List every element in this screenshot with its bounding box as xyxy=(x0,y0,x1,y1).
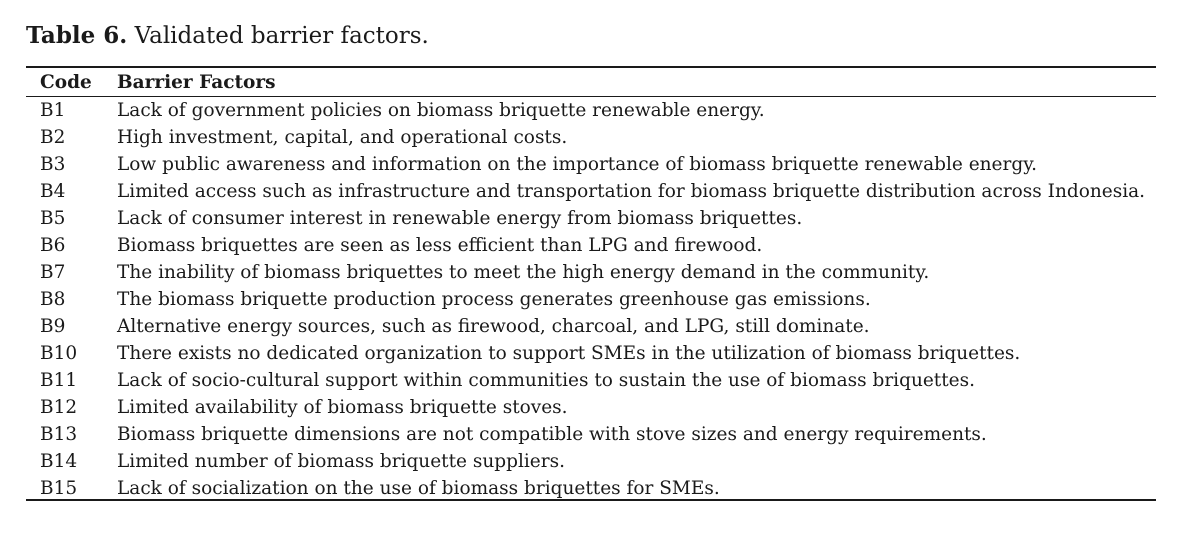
row-factor: Low public awareness and information on the importance of biomass briquette renewable energy. xyxy=(117,154,1038,175)
table-row xyxy=(0,151,1183,178)
table-row xyxy=(0,367,1183,394)
row-factor: Limited number of biomass briquette suppliers. xyxy=(117,451,565,472)
table-row xyxy=(0,205,1183,232)
table-row xyxy=(0,232,1183,259)
table-caption xyxy=(26,20,429,52)
row-code: B1 xyxy=(40,100,66,121)
row-factor: Biomass briquette dimensions are not compatible with stove sizes and energy requirements. xyxy=(117,424,987,445)
row-factor: Lack of government policies on biomass briquette renewable energy. xyxy=(117,100,765,121)
row-factor: Limited availability of biomass briquette stoves. xyxy=(117,397,568,418)
table-row xyxy=(0,394,1183,421)
table-row xyxy=(0,448,1183,475)
table-row xyxy=(0,178,1183,205)
row-code: B15 xyxy=(40,478,78,499)
table-row xyxy=(0,475,1183,502)
row-factor: The biomass briquette production process generates greenhouse gas emissions. xyxy=(117,289,871,310)
row-factor: Alternative energy sources, such as firewood, charcoal, and LPG, still dominate. xyxy=(117,316,870,337)
row-code: B5 xyxy=(40,208,66,229)
row-factor: Limited access such as infrastructure and transportation for biomass briquette distribution across Indonesia. xyxy=(117,181,1146,202)
table-row xyxy=(0,286,1183,313)
row-code: B14 xyxy=(40,451,78,472)
row-code: B9 xyxy=(40,316,66,337)
row-factor: There exists no dedicated organization to support SMEs in the utilization of biomass briquettes. xyxy=(117,343,1021,364)
table-row xyxy=(0,313,1183,340)
row-factor: The inability of biomass briquettes to meet the high energy demand in the community. xyxy=(117,262,930,283)
row-code: B13 xyxy=(40,424,78,445)
row-code: B12 xyxy=(40,397,78,418)
row-code: B11 xyxy=(40,370,78,391)
row-code: B3 xyxy=(40,154,66,175)
table-bottom-rule xyxy=(26,499,1156,501)
table-header-row xyxy=(0,69,1183,96)
row-factor: Lack of socio-cultural support within communities to sustain the use of biomass briquettes. xyxy=(117,370,976,391)
row-code: B6 xyxy=(40,235,66,256)
row-factor: Lack of consumer interest in renewable energy from biomass briquettes. xyxy=(117,208,803,229)
table-row xyxy=(0,421,1183,448)
header-barrier-factors: Barrier Factors xyxy=(117,72,276,93)
table-top-rule xyxy=(26,66,1156,68)
table-row xyxy=(0,340,1183,367)
row-code: B8 xyxy=(40,289,66,310)
row-code: B7 xyxy=(40,262,66,283)
row-factor: High investment, capital, and operational costs. xyxy=(117,127,568,148)
header-code: Code xyxy=(40,72,92,93)
table-caption-label: Table 6. xyxy=(26,22,128,49)
table-row xyxy=(0,97,1183,124)
table-body xyxy=(0,97,1183,502)
row-factor: Biomass briquettes are seen as less efficient than LPG and firewood. xyxy=(117,235,763,256)
row-code: B4 xyxy=(40,181,66,202)
row-code: B2 xyxy=(40,127,66,148)
row-code: B10 xyxy=(40,343,78,364)
row-factor: Lack of socialization on the use of biomass briquettes for SMEs. xyxy=(117,478,720,499)
table-caption-text: Validated barrier factors. xyxy=(134,23,429,49)
table-row xyxy=(0,124,1183,151)
table-row xyxy=(0,259,1183,286)
